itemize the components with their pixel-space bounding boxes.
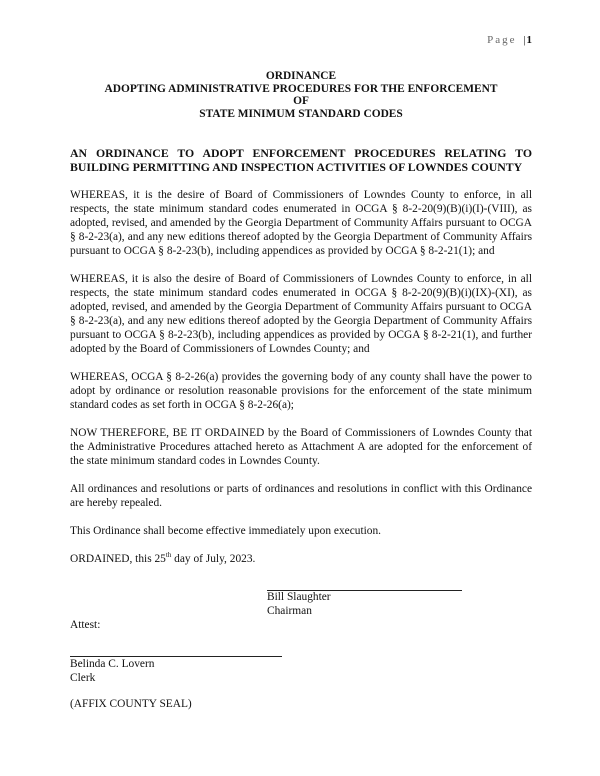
page-label: Page	[487, 34, 517, 46]
title-line-1: ORDINANCE	[265, 70, 337, 82]
repeal-paragraph: All ordinances and resolutions or parts of ordinances and resolutions in conflict with this Ordinance are hereby repealed.	[70, 483, 532, 509]
ordained-line	[70, 552, 532, 566]
effective-paragraph: This Ordinance shall become effective immediately upon execution.	[70, 525, 382, 537]
chairman-name: Bill Slaughter	[267, 591, 331, 603]
page-separator: |	[523, 34, 526, 46]
title-line-4: STATE MINIMUM STANDARD CODES	[199, 107, 403, 120]
clerk-name: Belinda C. Lovern	[70, 658, 155, 670]
whereas-paragraph-2: WHEREAS, it is also the desire of Board of Commissioners of Lowndes County to enforce, in all respects, the state minimum standard codes enumerated in OCGA § 8-2-20(9)(B)(i)(IX)-(XI), as adopted, revised, and amended by the Georgia Department of Community Affairs pursuant to OCGA § 8-2-23(a), and any new editions thereof adopted by the Georgia Department of Community Affairs pursuant to OCGA § 8-2-23(b), including appendices as provided by OCGA § 8-2-21(1), and further adopted by the Board of Commissioners of Lowndes County; and	[70, 273, 532, 355]
chairman-signature-block	[267, 590, 331, 618]
ordained-ordinal: th	[165, 551, 172, 560]
now-therefore-paragraph: NOW THEREFORE, BE IT ORDAINED by the Board of Commissioners of Lowndes County that the Administrative Procedures attached hereto as Attachment A are adopted for the enforcement of the state minimum standard codes in Lowndes County.	[70, 427, 532, 467]
whereas-paragraph-1: WHEREAS, it is the desire of Board of Commissioners of Lowndes County to enforce, in all respects, the state minimum standard codes enumerated in OCGA § 8-2-20(9)(B)(i)(I)-(VIII), as adopted, revised, and amended by the Georgia Department of Community Affairs pursuant to OCGA § 8-2-23(a), and any new editions thereof adopted by the Georgia Department of Community Affairs pursuant to OCGA § 8-2-23(b), including appendices as provided by OCGA § 8-2-21(1); and	[70, 189, 532, 257]
clerk-title: Clerk	[70, 672, 96, 684]
document-body	[70, 70, 532, 566]
chairman-title: Chairman	[267, 605, 312, 617]
clerk-signature-block	[70, 657, 154, 685]
page-header	[487, 34, 532, 46]
ordinance-subtitle: AN ORDINANCE TO ADOPT ENFORCEMENT PROCEDURES RELATING TO BUILDING PERMITTING AND INSPECTION ACTIVITIES OF LOWNDES COUNTY	[70, 146, 532, 174]
title-line-3: OF	[293, 95, 309, 107]
county-seal-note: (AFFIX COUNTY SEAL)	[70, 698, 192, 710]
ordinance-title	[70, 70, 532, 120]
ordained-prefix: ORDAINED, this 25	[70, 553, 166, 565]
attest-label: Attest:	[70, 619, 101, 631]
title-line-2: ADOPTING ADMINISTRATIVE PROCEDURES FOR THE ENFORCEMENT	[104, 82, 498, 95]
page-number: 1	[526, 34, 532, 46]
ordained-suffix: day of July, 2023.	[171, 553, 256, 565]
whereas-paragraph-3: WHEREAS, OCGA § 8-2-26(a) provides the governing body of any county shall have the power to adopt by ordinance or resolution reasonable provisions for the enforcement of the state minimum standard codes as set forth in OCGA § 8-2-26(a);	[70, 371, 532, 411]
